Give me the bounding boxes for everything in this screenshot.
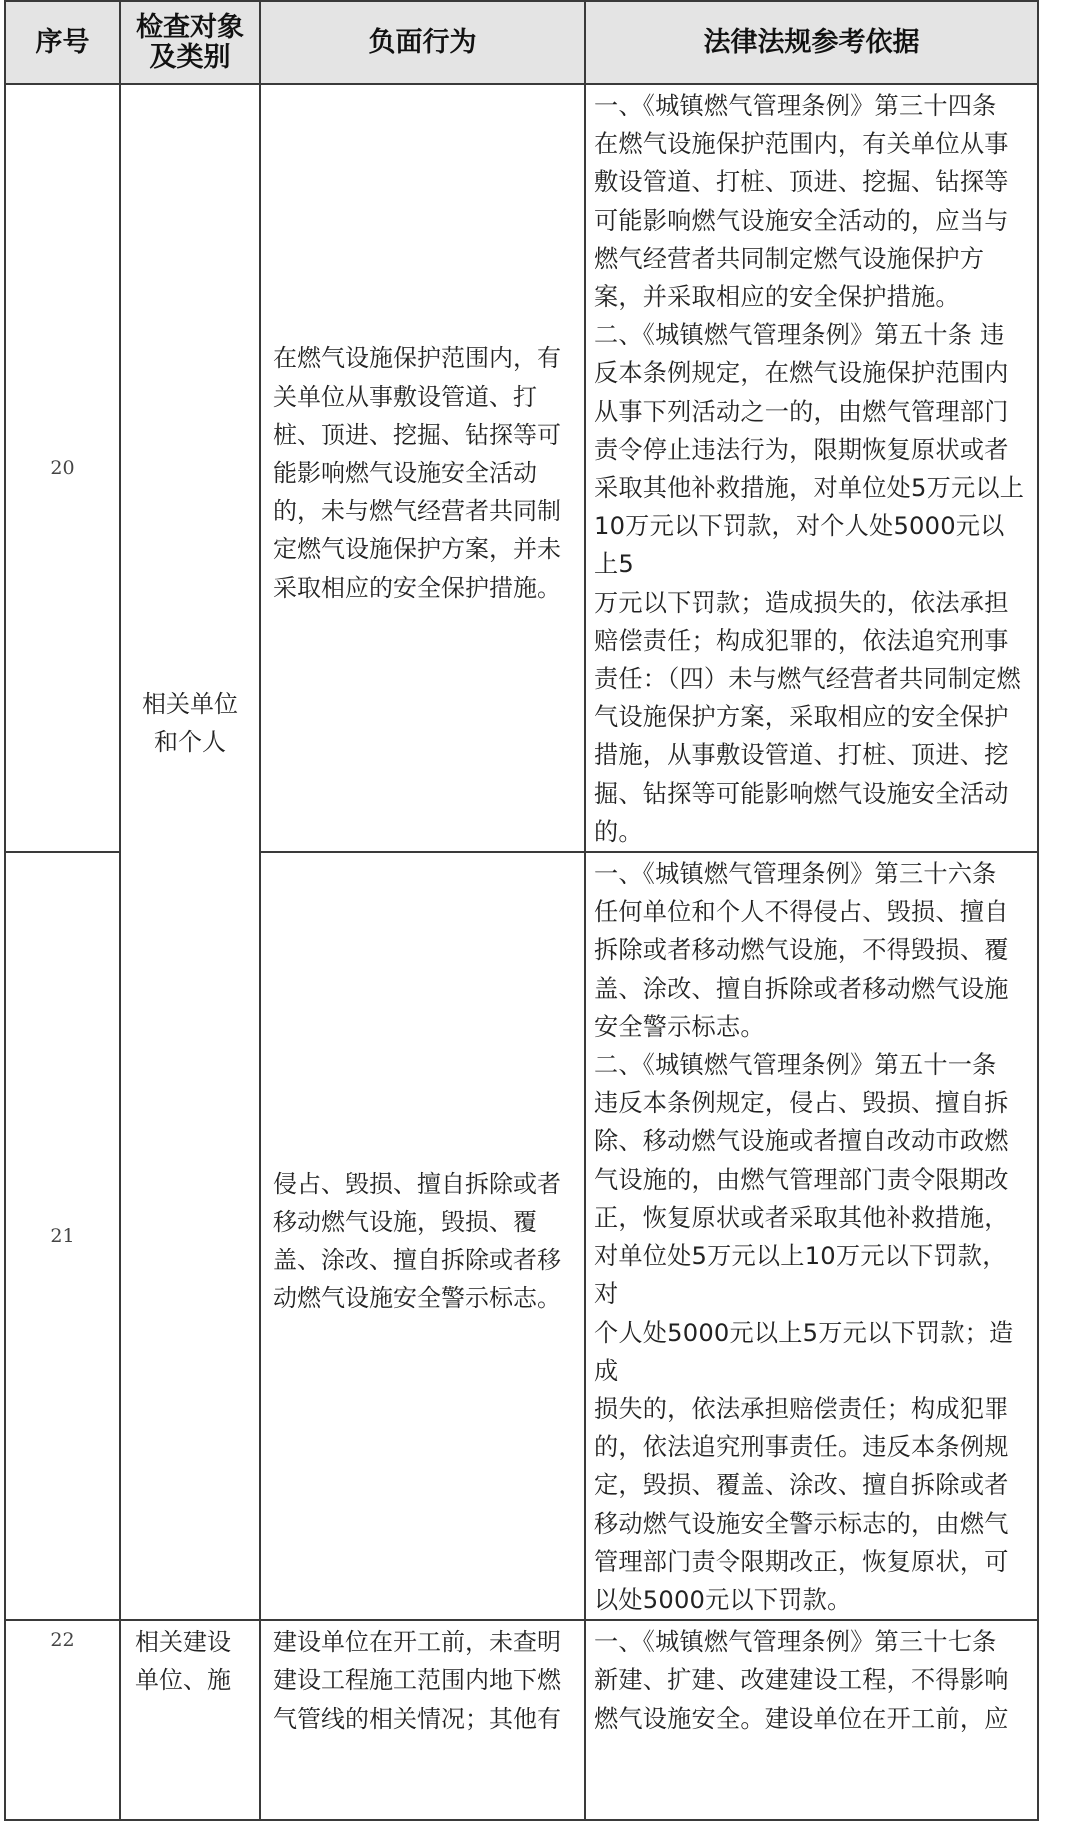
legal-basis-text: 一、《城镇燃气管理条例》第三十六条 任何单位和个人不得侵占、毁损、擅自 拆除或者移动燃气设施，不得毁损、覆 盖、涂改、擅自拆除或者移动燃气设施 安全警示标志。 二、《城镇燃气管理条例》第五十一条 违反本条例规定，侵占、毁损、擅自拆 除、移动燃气设施或者擅自改动市政燃 气设施的，由燃气管理部门责令限期改 正，恢复原状或者采取其他补救措施， 对单位处5万元以上10万元以下罚款，对 个人处5000元以上5万元以下罚款；造成 损失的，依法承担赔偿责任；构成犯罪 的，依法追究刑事责任。违反本条例规 定，毁损、覆盖、涂改、擅自拆除或者 移动燃气设施安全警示标志的，由燃气 管理部门责令限期改正，恢复原状，可 以处5000元以下罚款。 (594, 860, 1014, 1614)
negative-behavior (260, 1620, 585, 1820)
row-number: 20 (5, 84, 120, 852)
header-object: 检查对象 及类别 (120, 1, 260, 84)
header-law: 法律法规参考依据 (585, 1, 1038, 84)
legal-basis (585, 1620, 1038, 1820)
negative-behavior (260, 84, 585, 852)
header-behavior: 负面行为 (260, 1, 585, 84)
header-no: 序号 (5, 1, 120, 84)
legal-basis (585, 84, 1038, 852)
object-category-text: 相关建设 单位、施 (135, 1628, 231, 1695)
regulation-table (4, 0, 1039, 1821)
object-category-text: 相关单位 和个人 (142, 690, 238, 757)
negative-behavior-text: 在燃气设施保护范围内，有 关单位从事敷设管道、打 桩、顶进、挖掘、钻探等可 能影响燃气设施安全活动 的，未与燃气经营者共同制 定燃气设施保护方案，并未 采取相应的安全保护措施。 (273, 344, 561, 602)
legal-basis-text: 一、《城镇燃气管理条例》第三十七条 新建、扩建、改建建设工程，不得影响 燃气设施安全。建设单位在开工前，应 (594, 1628, 1009, 1733)
negative-behavior (260, 852, 585, 1620)
negative-behavior-text: 侵占、毁损、擅自拆除或者 移动燃气设施，毁损、覆 盖、涂改、擅自拆除或者移 动燃气设施安全警示标志。 (273, 1169, 561, 1313)
row-number: 21 (5, 852, 120, 1620)
table-row-22 (5, 1620, 1038, 1820)
object-category (120, 84, 260, 1620)
legal-basis (585, 852, 1038, 1620)
row-number: 22 (5, 1620, 120, 1820)
legal-basis-text: 一、《城镇燃气管理条例》第三十四条 在燃气设施保护范围内，有关单位从事 敷设管道、打桩、顶进、挖掘、钻探等 可能影响燃气设施安全活动的，应当与 燃气经营者共同制定燃气设施保护方 案，并采取相应的安全保护措施。 二、《城镇燃气管理条例》第五十条 违 反本条例规定，在燃气设施保护范围内 从事下列活动之一的，由燃气管理部门 责令停止违法行为，限期恢复原状或者 采取其他补救措施，对单位处5万元以上 10万元以下罚款，对个人处5000元以上5 万元以下罚款；造成损失的，依法承担 赔偿责任；构成犯罪的，依法追究刑事 责任：（四）未与燃气经营者共同制定燃 气设施保护方案，采取相应的安全保护 措施，从事敷设管道、打桩、顶进、挖 掘、钻探等可能影响燃气设施安全活动 的。 (594, 92, 1025, 846)
table-row-20 (5, 84, 1038, 852)
object-category (120, 1620, 260, 1820)
negative-behavior-text: 建设单位在开工前，未查明 建设工程施工范围内地下燃 气管线的相关情况；其他有 (273, 1628, 561, 1733)
header-row (5, 1, 1038, 84)
